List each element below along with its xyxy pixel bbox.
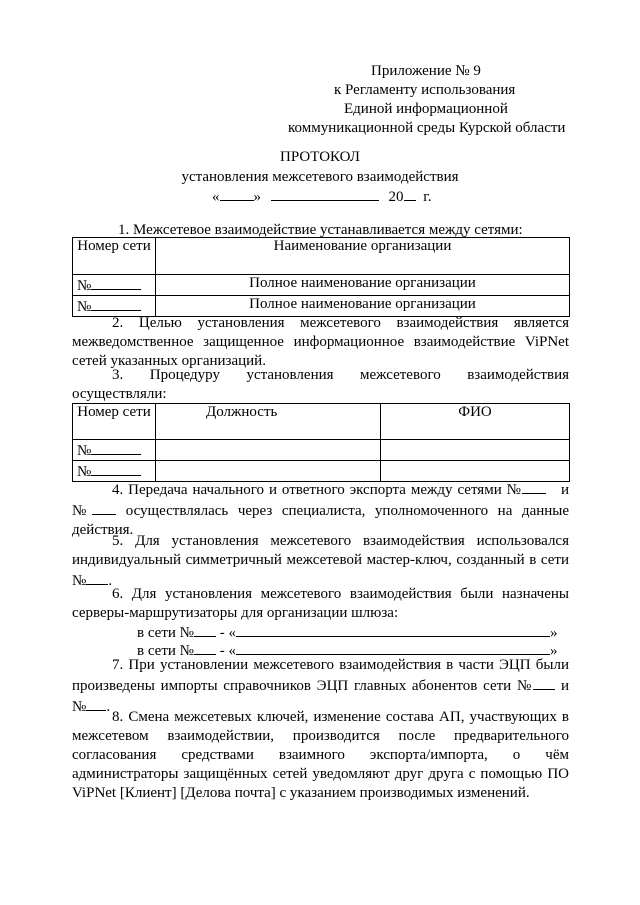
appendix-reference: к Регламенту использования bbox=[334, 82, 516, 98]
date-line: « » 20 г. bbox=[212, 186, 431, 207]
network-number-blank[interactable] bbox=[194, 640, 216, 655]
table-cell: Полное наименование организации bbox=[156, 296, 570, 317]
table-row: № Полное наименование организации bbox=[73, 296, 570, 317]
network-number-blank[interactable] bbox=[194, 622, 216, 637]
network-number-blank[interactable] bbox=[533, 675, 555, 690]
position-cell[interactable] bbox=[156, 440, 381, 461]
network-number-blank[interactable] bbox=[92, 500, 116, 515]
appendix-reference: коммуникационной среды Курской области bbox=[288, 120, 566, 136]
paragraph-1: 1. Межсетевое взаимодействие устанавливается между сетями: bbox=[118, 222, 523, 238]
document-title: ПРОТОКОЛ bbox=[280, 149, 360, 165]
network-number-blank[interactable] bbox=[522, 479, 546, 494]
paragraph-8: 8. Смена межсетевых ключей, изменение состава АП, участвующих в межсетевом взаимодействии, производится после предварительного согласования средствами взаимного экспорта/импорта, о чём администраторы защищённых сетей уведомляют друг друга с помощью ПО ViPNet [Клиент] [Делова почта] с указанием производимых изменений. bbox=[72, 709, 569, 801]
appendix-number: Приложение № 9 bbox=[371, 63, 481, 79]
year-blank[interactable] bbox=[404, 186, 416, 201]
paragraph-2: 2. Целью установления межсетевого взаимодействия является межведомственное защищенное информационное взаимодействие ViPNet сетей указанных организаций. bbox=[72, 315, 569, 369]
table-header-cell: Должность bbox=[156, 404, 381, 440]
paragraph-7: 7. При установлении межсетевого взаимодействия в части ЭЦП были произведены импорты справочников ЭЦП главных абонентов сети № и № . bbox=[72, 657, 570, 715]
day-blank[interactable] bbox=[220, 186, 254, 201]
network-number-blank[interactable] bbox=[91, 440, 141, 455]
table-header-cell: Наименование организации bbox=[156, 238, 570, 275]
table-header-cell: ФИО bbox=[381, 404, 570, 440]
month-blank[interactable] bbox=[271, 186, 379, 201]
network-number-blank[interactable] bbox=[91, 275, 141, 290]
table-row: № bbox=[73, 461, 570, 482]
table-cell: Полное наименование организации bbox=[156, 275, 570, 296]
name-cell[interactable] bbox=[381, 440, 570, 461]
gateway-server-blank[interactable] bbox=[236, 622, 550, 637]
table-header-cell: Номер сети bbox=[73, 238, 156, 275]
paragraph-5: 5. Для установления межсетевого взаимодействия использовался индивидуальный симметричный межсетевой мастер-ключ, созданный в сети № . bbox=[72, 533, 569, 589]
table-row: № bbox=[73, 440, 570, 461]
network-number-blank[interactable] bbox=[86, 570, 108, 585]
gateway-line: в сети № - « » bbox=[137, 622, 557, 643]
paragraph-4: 4. Передача начального и ответного экспорта между сетями № и № осуществлялась через специалиста, уполномоченного на данные действия. bbox=[72, 479, 569, 540]
appendix-reference: Единой информационной bbox=[344, 101, 508, 117]
table-header-cell: Номер сети bbox=[73, 404, 156, 440]
table-row: № Полное наименование организации bbox=[73, 275, 570, 296]
document-subtitle: установления межсетевого взаимодействия bbox=[181, 169, 459, 185]
network-number-blank[interactable] bbox=[91, 296, 141, 311]
paragraph-6: 6. Для установления межсетевого взаимодействия были назначены серверы-маршрутизаторы для организации шлюза: bbox=[72, 586, 569, 621]
gateway-line: в сети № - « » bbox=[137, 640, 557, 661]
gateway-server-blank[interactable] bbox=[236, 640, 550, 655]
networks-table bbox=[72, 237, 570, 317]
paragraph-3: 3. Процедуру установления межсетевого взаимодействия осуществляли: bbox=[72, 367, 569, 402]
participants-table bbox=[72, 403, 570, 482]
network-number-blank[interactable] bbox=[91, 461, 141, 476]
